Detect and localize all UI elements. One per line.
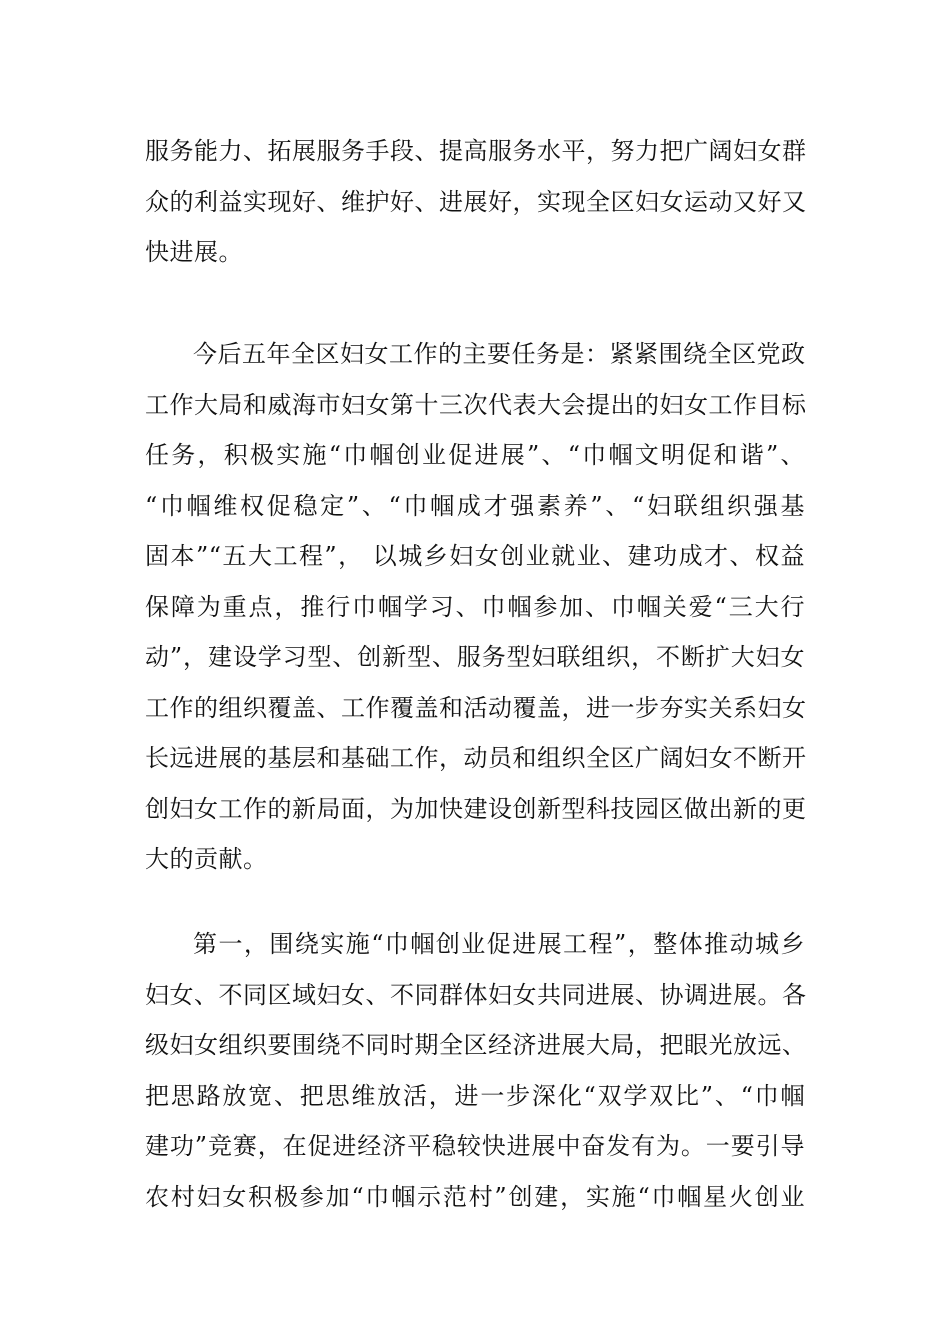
paragraph-1 bbox=[145, 126, 805, 278]
text-line: 第一，围绕实施“巾帼创业促进展工程”，整体推动城乡 bbox=[193, 930, 805, 958]
text-line: 妇女、不同区域妇女、不同群体妇女共同进展、协调进展。各 bbox=[145, 980, 807, 1009]
text-line: 众的利益实现好、维护好、进展好，实现全区妇女运动又好又 bbox=[145, 187, 807, 216]
paragraph-2 bbox=[145, 329, 805, 885]
text-line: 固本”“五大工程”， 以城乡妇女创业就业、建功成才、权益 bbox=[145, 542, 805, 570]
text-line: 服务能力、拓展服务手段、提高服务水平，努力把广阔妇女群 bbox=[145, 137, 807, 165]
text-line: 保障为重点，推行巾帼学习、巾帼参加、巾帼关爱“三大行 bbox=[145, 592, 805, 621]
text-line: 长远进展的基层和基础工作，动员和组织全区广阔妇女不断开 bbox=[145, 744, 807, 772]
text-line: 快进展。 bbox=[145, 238, 243, 266]
text-line: 农村妇女积极参加“巾帼示范村”创建，实施“巾帼星火创业 bbox=[145, 1182, 805, 1211]
text-line: 动”，建设学习型、创新型、服务型妇联组织，不断扩大妇女 bbox=[145, 643, 805, 671]
text-line: 工作的组织覆盖、工作覆盖和活动覆盖，进一步夯实关系妇女 bbox=[145, 693, 807, 722]
text-line: 级妇女组织要围绕不同时期全区经济进展大局，把眼光放远、 bbox=[145, 1031, 807, 1059]
paragraph-3 bbox=[145, 919, 805, 1222]
text-line: 任务，积极实施“巾帼创业促进展”、“巾帼文明促和谐”、 bbox=[145, 441, 805, 469]
text-line: 建功”竞赛，在促进经济平稳较快进展中奋发有为。一要引导 bbox=[145, 1132, 805, 1160]
text-line: 把思路放宽、把思维放活，进一步深化“双学双比”、“巾帼 bbox=[145, 1081, 805, 1110]
text-line: 工作大局和威海市妇女第十三次代表大会提出的妇女工作目标 bbox=[145, 390, 807, 419]
text-line: “巾帼维权促稳定”、“巾帼成才强素养”、“妇联组织强基 bbox=[145, 491, 805, 520]
text-line: 今后五年全区妇女工作的主要任务是：紧紧围绕全区党政 bbox=[193, 340, 806, 368]
text-line: 创妇女工作的新局面，为加快建设创新型科技园区做出新的更 bbox=[145, 794, 807, 823]
text-line: 大的贡献。 bbox=[145, 845, 268, 873]
